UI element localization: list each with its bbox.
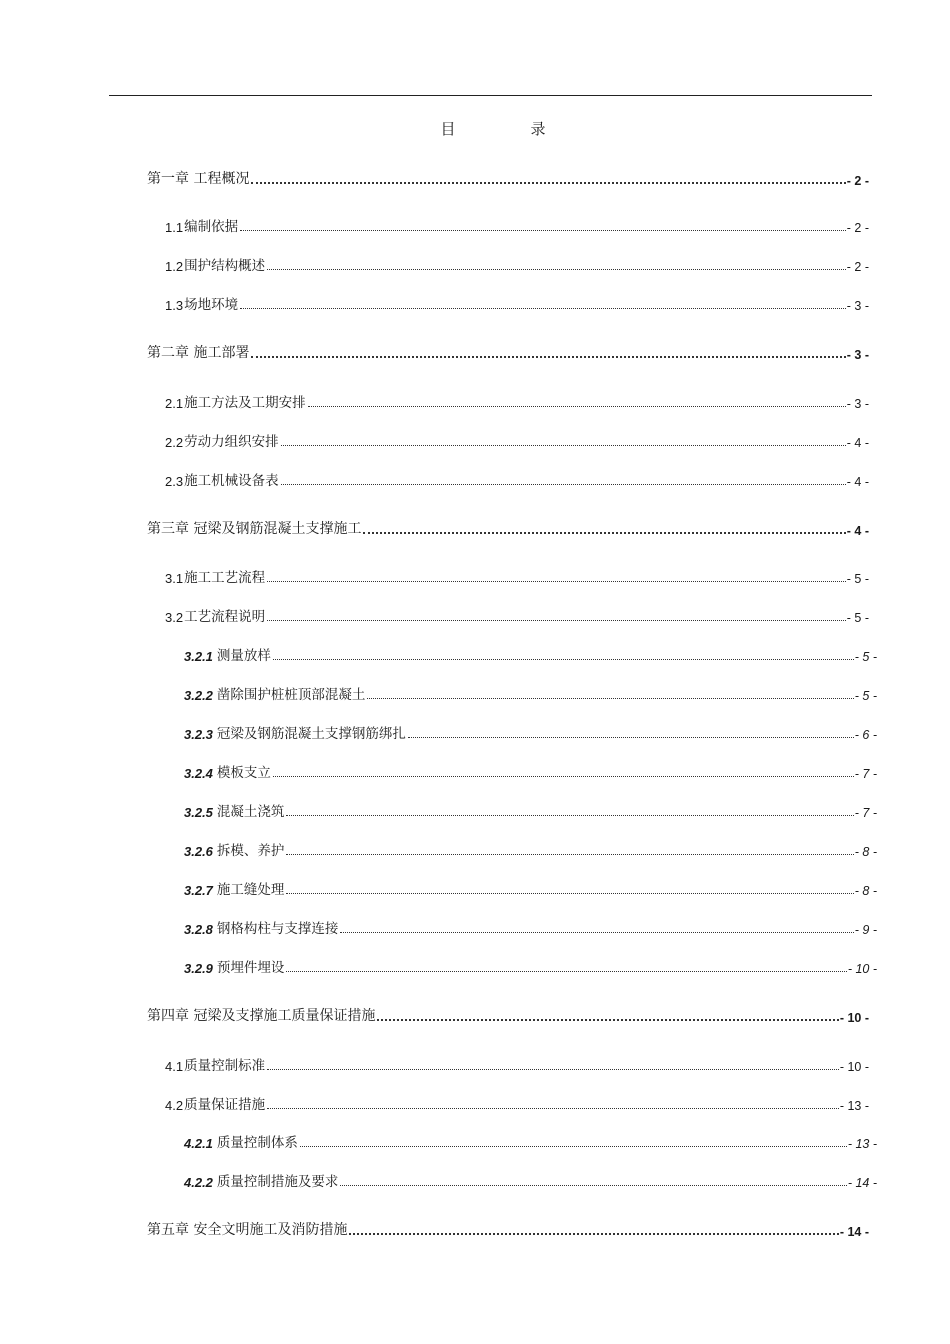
toc-entry-page: - 13 - [847, 1137, 877, 1151]
toc-entry-page: - 2 - [846, 174, 869, 188]
toc-entry-label [184, 1131, 298, 1151]
toc-entry-title: 拆模、养护 [216, 843, 285, 859]
toc-subsection[interactable] [184, 800, 877, 820]
toc-entry-number: 4.1 [165, 1059, 184, 1074]
toc-entry-title: 编制依据 [184, 219, 239, 235]
toc-entry-page: - 14 - [847, 1176, 877, 1190]
toc-entry-title: 第二章 施工部署 [147, 345, 250, 361]
toc-entry-label [165, 566, 265, 586]
toc-chapter[interactable] [147, 1219, 869, 1239]
header-rule [109, 95, 872, 96]
toc-entry-title: 预埋件埋设 [216, 960, 285, 976]
toc-entry-label [184, 683, 365, 703]
dot-leader [281, 484, 846, 485]
toc-section[interactable] [165, 430, 869, 450]
toc-chapter[interactable] [147, 342, 869, 362]
toc-entry-page: - 4 - [846, 475, 869, 489]
toc-entry-title: 场地环境 [184, 297, 239, 313]
dot-leader [251, 356, 845, 358]
dot-leader [377, 1019, 838, 1021]
toc-chapter[interactable] [147, 518, 869, 538]
toc-section[interactable] [165, 254, 869, 274]
dot-leader [367, 698, 853, 699]
dot-leader [273, 776, 854, 777]
toc-entry-number: 3.2.6 [184, 844, 213, 859]
toc-entry-number: 4.2.1 [184, 1136, 213, 1151]
toc-entry-title: 质量保证措施 [184, 1097, 266, 1113]
dot-leader [286, 815, 853, 816]
toc-entry-page: - 10 - [839, 1060, 869, 1074]
toc-entry-label [165, 254, 265, 274]
toc-entry-title: 质量控制体系 [216, 1135, 298, 1151]
toc-entry-title: 凿除围护桩桩顶部混凝土 [216, 687, 366, 703]
toc-entry-label [147, 168, 249, 188]
toc-entry-page: - 7 - [854, 806, 877, 820]
toc-entry-page: - 4 - [846, 524, 869, 538]
toc-section[interactable] [165, 566, 869, 586]
toc-entry-page: - 13 - [839, 1099, 869, 1113]
toc-subsection[interactable] [184, 722, 877, 742]
toc-entry-title: 质量控制措施及要求 [216, 1174, 339, 1190]
toc-entry-number: 3.2.1 [184, 649, 213, 664]
toc-entry-label [165, 605, 265, 625]
toc-subsection[interactable] [184, 761, 877, 781]
toc-entry-title: 测量放样 [216, 648, 271, 664]
toc-entry-label [184, 761, 271, 781]
toc-section[interactable] [165, 1093, 869, 1113]
dot-leader [286, 893, 853, 894]
toc-entry-title: 第五章 安全文明施工及消防措施 [147, 1222, 348, 1238]
toc-entry-label [147, 1005, 375, 1025]
toc-entry-page: - 5 - [846, 572, 869, 586]
toc-title: 目 录 [440, 120, 576, 138]
toc-section[interactable] [165, 293, 869, 313]
toc-entry-number: 3.2.5 [184, 805, 213, 820]
dot-leader [340, 1185, 846, 1186]
toc-entry-number: 2.1 [165, 396, 184, 411]
toc-entry-page: - 9 - [854, 923, 877, 937]
toc-entry-page: - 6 - [854, 728, 877, 742]
toc-entry-page: - 10 - [847, 962, 877, 976]
toc-entry-title: 围护结构概述 [184, 258, 266, 274]
toc-subsection[interactable] [184, 644, 877, 664]
toc-entry-label [184, 1170, 338, 1190]
toc-entry-title: 第四章 冠梁及支撑施工质量保证措施 [147, 1008, 376, 1024]
toc-subsection[interactable] [184, 1131, 877, 1151]
toc-entry-title: 冠梁及钢筋混凝土支撑钢筋绑扎 [216, 726, 406, 742]
toc-entry-number: 2.3 [165, 474, 184, 489]
toc-entry-label [184, 878, 284, 898]
toc-section[interactable] [165, 605, 869, 625]
toc-entry-title: 施工工艺流程 [184, 570, 266, 586]
toc-entry-title: 第一章 工程概况 [147, 171, 250, 187]
dot-leader [286, 854, 853, 855]
toc-section[interactable] [165, 215, 869, 235]
toc-entry-label [165, 1054, 265, 1074]
toc-entry-label [184, 722, 406, 742]
toc-section[interactable] [165, 391, 869, 411]
toc-entry-title: 工艺流程说明 [184, 609, 266, 625]
dot-leader [340, 932, 853, 933]
toc-entry-page: - 3 - [846, 348, 869, 362]
toc-subsection[interactable] [184, 839, 877, 859]
toc-entry-page: - 2 - [846, 260, 869, 274]
dot-leader [273, 659, 854, 660]
dot-leader [267, 620, 846, 621]
dot-leader [251, 182, 845, 184]
toc-entry-page: - 10 - [839, 1011, 869, 1025]
toc-entry-label [184, 839, 284, 859]
toc-entry-title: 模板支立 [216, 765, 271, 781]
toc-entry-label [184, 956, 284, 976]
toc-entry-title: 混凝土浇筑 [216, 804, 285, 820]
toc-subsection[interactable] [184, 1170, 877, 1190]
toc-section[interactable] [165, 1054, 869, 1074]
toc-entry-page: - 5 - [854, 650, 877, 664]
toc-entry-label [165, 469, 279, 489]
toc-entry-label [184, 800, 284, 820]
toc-entry-number: 3.2.3 [184, 727, 213, 742]
toc-entry-number: 3.2.2 [184, 688, 213, 703]
toc-entry-page: - 8 - [854, 845, 877, 859]
dot-leader [240, 308, 846, 309]
toc-entry-title: 劳动力组织安排 [184, 434, 279, 450]
dot-leader [308, 406, 846, 407]
toc-entry-title: 施工缝处理 [216, 882, 285, 898]
dot-leader [363, 532, 845, 534]
dot-leader [349, 1233, 838, 1235]
toc-chapter[interactable] [147, 1005, 869, 1025]
toc-entry-number: 4.2 [165, 1098, 184, 1113]
toc-entry-number: 3.2.8 [184, 922, 213, 937]
toc-entry-label [147, 518, 361, 538]
toc-entry-label [147, 342, 249, 362]
toc-entry-number: 3.2.9 [184, 961, 213, 976]
toc-section[interactable] [165, 469, 869, 489]
toc-chapter[interactable] [147, 168, 869, 188]
dot-leader [408, 737, 854, 738]
toc-entry-title: 钢格构柱与支撑连接 [216, 921, 339, 937]
dot-leader [267, 581, 846, 582]
toc-entry-number: 3.2.7 [184, 883, 213, 898]
toc-entry-page: - 3 - [846, 299, 869, 313]
toc-entry-number: 1.3 [165, 298, 184, 313]
dot-leader [267, 1108, 839, 1109]
toc-entry-page: - 7 - [854, 767, 877, 781]
toc-entry-page: - 8 - [854, 884, 877, 898]
dot-leader [240, 230, 846, 231]
dot-leader [286, 971, 846, 972]
toc-entry-number: 1.1 [165, 220, 184, 235]
toc-subsection[interactable] [184, 917, 877, 937]
toc-entry-page: - 5 - [846, 611, 869, 625]
toc-entry-label [184, 917, 338, 937]
toc-entry-number: 1.2 [165, 259, 184, 274]
toc-entry-title: 施工方法及工期安排 [184, 395, 306, 411]
toc-entry-label [184, 644, 271, 664]
toc-entry-label [165, 215, 238, 235]
toc-entry-number: 3.2.4 [184, 766, 213, 781]
toc-entry-label [165, 293, 238, 313]
toc-entry-number: 4.2.2 [184, 1175, 213, 1190]
toc-entry-number: 2.2 [165, 435, 184, 450]
dot-leader [267, 269, 846, 270]
toc-subsection[interactable] [184, 683, 877, 703]
toc-entry-label [165, 391, 306, 411]
toc-entry-page: - 2 - [846, 221, 869, 235]
toc-entry-page: - 4 - [846, 436, 869, 450]
toc-entry-label [147, 1219, 347, 1239]
toc-entry-page: - 3 - [846, 397, 869, 411]
toc-entry-page: - 5 - [854, 689, 877, 703]
toc-entry-number: 3.1 [165, 571, 184, 586]
toc-entry-page: - 14 - [839, 1225, 869, 1239]
toc-entry-title: 质量控制标准 [184, 1058, 266, 1074]
toc-entry-title: 第三章 冠梁及钢筋混凝土支撑施工 [147, 521, 362, 537]
dot-leader [281, 445, 846, 446]
dot-leader [267, 1069, 839, 1070]
toc-entry-number: 3.2 [165, 610, 184, 625]
toc-subsection[interactable] [184, 956, 877, 976]
toc-entry-label [165, 430, 279, 450]
toc-subsection[interactable] [184, 878, 877, 898]
toc-entry-label [165, 1093, 265, 1113]
toc-entry-title: 施工机械设备表 [184, 473, 279, 489]
dot-leader [300, 1146, 847, 1147]
